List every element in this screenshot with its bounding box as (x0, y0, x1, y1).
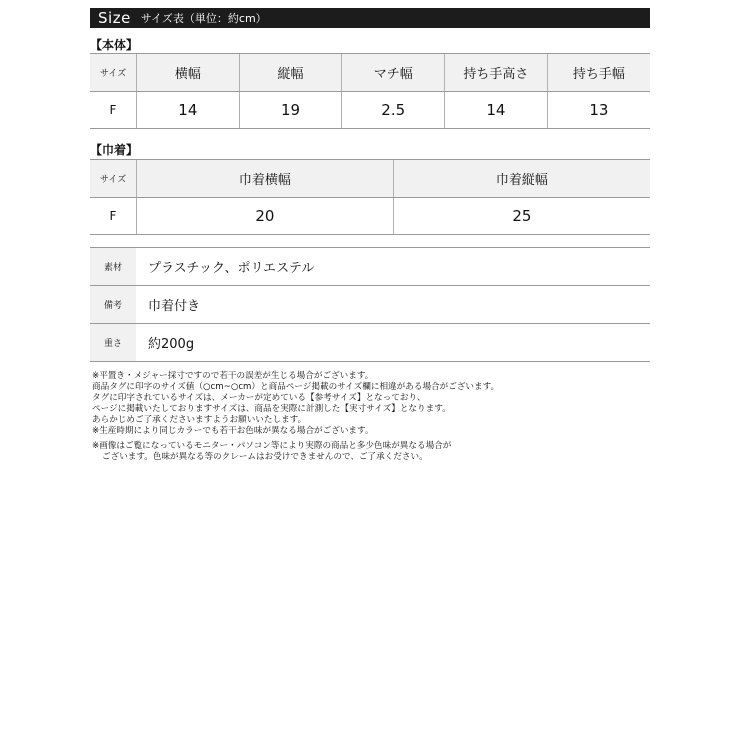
note-line: 商品タグに印字のサイズ値（○cm~○cm）と商品ページ掲載のサイズ欄に相違がある場合がございます。 (92, 382, 500, 392)
notes-block (92, 371, 652, 463)
note-line: ※画像はご覧になっているモニター・パソコン等により実際の商品と多少色味が異なる場合が (92, 441, 452, 451)
info-row-weight (90, 324, 650, 362)
note-line: ございます。色味が異なる等のクレームはお受けできませんので、ご了承ください。 (102, 452, 428, 462)
pouch-value-height: 25 (393, 198, 650, 235)
info-value-material: プラスチック、ポリエステル (148, 261, 315, 276)
pouch-size-cell: F (90, 198, 137, 235)
info-label-remarks: 備考 (90, 286, 136, 323)
body-size-table (90, 53, 650, 129)
body-header-row (90, 54, 650, 92)
body-col-height: 縦幅 (239, 54, 342, 92)
size-header-bar (90, 8, 650, 28)
body-value-width: 14 (137, 92, 240, 129)
info-label-weight: 重さ (90, 324, 136, 361)
body-value-height: 19 (239, 92, 342, 129)
body-value-row (90, 92, 650, 129)
body-value-gusset: 2.5 (342, 92, 445, 129)
body-col-handle-height: 持ち手高さ (445, 54, 548, 92)
note-line: ※生産時期により同じカラーでも若干お色味が異なる場合がございます。 (92, 426, 374, 436)
body-value-handle-width: 13 (547, 92, 650, 129)
body-col-gusset: マチ幅 (342, 54, 445, 92)
body-col-handle-width: 持ち手幅 (547, 54, 650, 92)
info-row-remarks (90, 286, 650, 324)
body-col-width: 横幅 (137, 54, 240, 92)
note-line: タグに印字されているサイズは、メーカーが定めている【参考サイズ】となっており、 (92, 393, 426, 403)
pouch-col-height: 巾着縦幅 (393, 160, 650, 198)
pouch-value-row (90, 198, 650, 235)
note-line: あらかじめご了承くださいますようお願いいたします。 (92, 415, 307, 425)
body-section-label: 【本体】 (90, 38, 139, 52)
size-table-subtitle: サイズ表（単位：約cm） (140, 12, 267, 25)
pouch-size-table (90, 159, 650, 235)
pouch-section-label: 【巾着】 (90, 143, 139, 157)
product-info-table (90, 247, 650, 362)
info-row-material (90, 248, 650, 286)
pouch-row-header: サイズ (90, 160, 137, 198)
pouch-header-row (90, 160, 650, 198)
pouch-col-width: 巾着横幅 (137, 160, 394, 198)
note-line: ※平置き・メジャー採寸ですので若干の誤差が生じる場合がございます。 (92, 371, 374, 381)
note-line: ページに掲載いたしておりますサイズは、商品を実際に計測した【実寸サイズ】となります。 (92, 404, 451, 414)
info-value-weight: 約200g (148, 337, 195, 352)
body-size-cell: F (90, 92, 137, 129)
body-value-handle-height: 14 (445, 92, 548, 129)
info-value-remarks: 巾着付き (148, 299, 201, 314)
info-label-material: 素材 (90, 248, 136, 285)
pouch-value-width: 20 (137, 198, 394, 235)
size-label: Size (98, 9, 131, 27)
body-row-header: サイズ (90, 54, 137, 92)
